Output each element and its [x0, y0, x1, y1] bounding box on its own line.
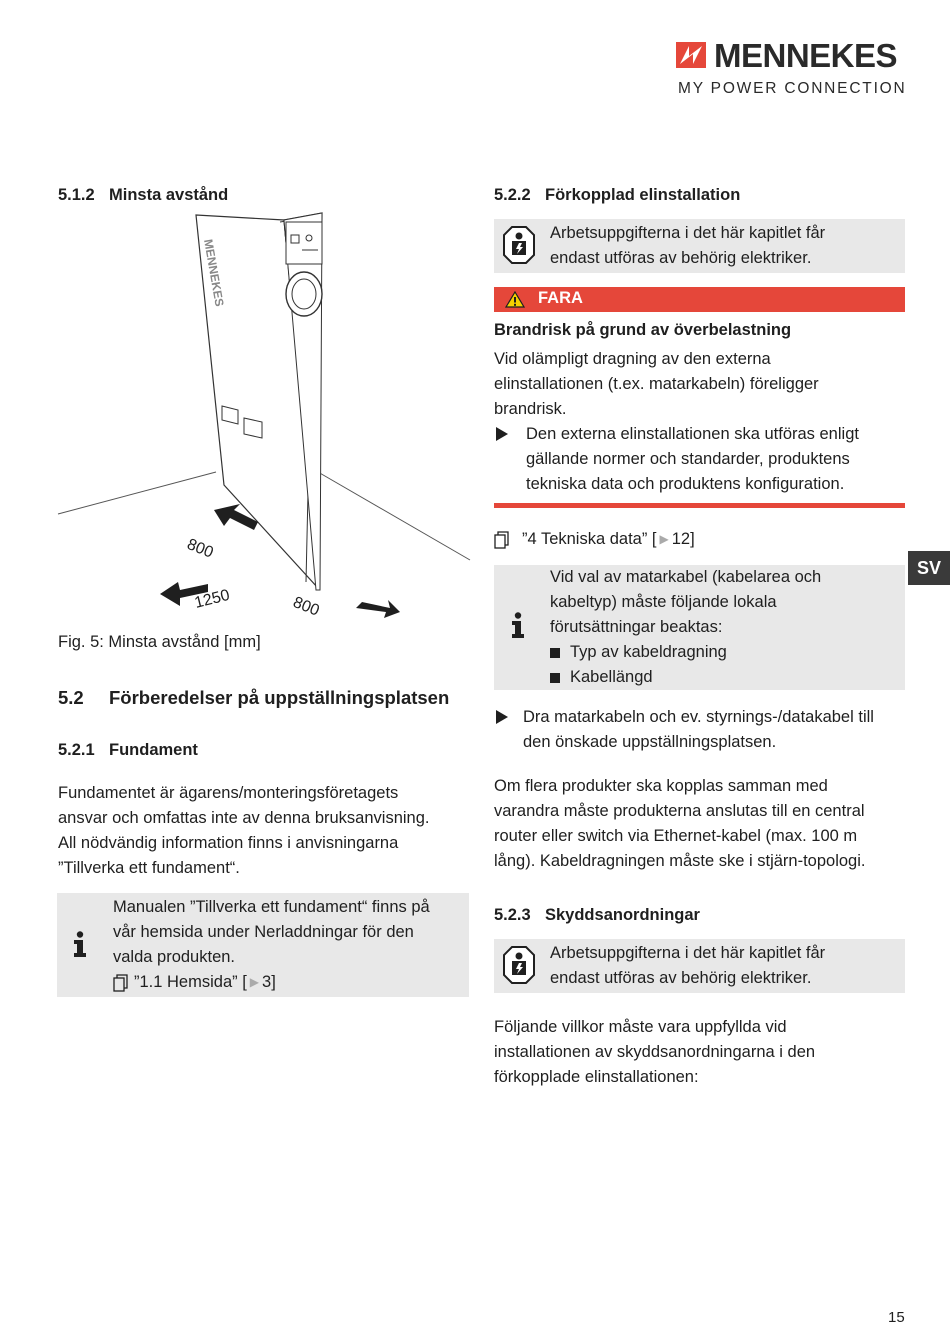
- section-heading-5-2-3: 5.2.3 Skyddsanordningar: [494, 906, 700, 924]
- section-heading-5-2-2: 5.2.2 Förkopplad elinstallation: [494, 186, 741, 204]
- section-heading-5-2-1: 5.2.1 Fundament: [58, 741, 198, 759]
- network-paragraph: Om flera produkter ska kopplas samman med varandra måste produkterna anslutas till en central router eller switch via Ethernet-kabel (max. 100 m lång). Kabeldragningen måste ske i stjärn-topologi.: [494, 777, 866, 870]
- arrow-icon: [356, 600, 400, 618]
- info-icon: [73, 931, 87, 957]
- page-number: 15: [888, 1309, 905, 1326]
- danger-divider: [494, 503, 905, 508]
- document-reference-icon: [494, 531, 510, 549]
- danger-label: FARA: [538, 289, 583, 307]
- electrician-icon: [502, 225, 536, 265]
- electrician-note-box-2: Arbetsuppgifterna i det här kapitlet får endast utföras av behörig elektriker.: [494, 939, 905, 993]
- action-arrow-icon: [496, 710, 508, 724]
- cable-action: Dra matarkabeln och ev. styrnings-/datakabel till den önskade uppställningsplatsen.: [523, 708, 874, 751]
- cross-reference-tekniska-data[interactable]: ”4 Tekniska data” [ ▶ 12]: [494, 527, 695, 552]
- bullet-square-icon: [550, 673, 560, 683]
- brand-logo: [676, 37, 907, 102]
- cross-reference-hemsida[interactable]: ”1.1 Hemsida” [ ▶ 3]: [113, 970, 465, 995]
- section-heading-5-2: 5.2 Förberedelser på uppställningsplatsen: [58, 687, 450, 708]
- bullet-item: Typ av kabeldragning: [550, 640, 900, 665]
- page-ref-arrow-icon: ▶: [659, 532, 669, 546]
- electrician-note-box: Arbetsuppgifterna i det här kapitlet får endast utföras av behörig elektriker.: [494, 219, 905, 273]
- product-brand-label: MENNEKES: [201, 238, 227, 308]
- info-icon: [511, 612, 525, 638]
- protection-paragraph: Följande villkor måste vara uppfyllda vid installationen av skyddsanordningarna i den förkopplade elinstallationen:: [494, 1018, 816, 1086]
- bullet-item: Kabellängd: [550, 665, 900, 690]
- action-arrow-icon: [496, 427, 508, 441]
- bullet-square-icon: [550, 648, 560, 658]
- electrician-icon: [502, 945, 536, 985]
- danger-heading: Brandrisk på grund av överbelastning: [494, 321, 792, 339]
- minimum-distance-figure: [56, 210, 472, 630]
- foundation-paragraph: Fundamentet är ägarens/monteringsföretagets ansvar och omfattas inte av denna bruksanvisning. All nödvändig information finns i anvisningarna ”Tillverka ett fundament“.: [58, 784, 430, 877]
- dim-label-800-right: 800: [290, 593, 322, 620]
- language-tab: SV: [908, 551, 950, 585]
- info-box-foundation: Manualen ”Tillverka ett fundament“ finns på vår hemsida under Nerladdningar för den valda produkten. ”1.1 Hemsida” [ ▶ 3]: [57, 893, 469, 997]
- danger-text: Vid olämpligt dragning av den externa elinstallationen (t.ex. matarkabeln) föreligger brandrisk.: [494, 350, 819, 418]
- dim-label-800-left: 800: [184, 535, 216, 562]
- brand-tagline: MY POWER CONNECTION: [678, 80, 907, 97]
- dim-label-1250: 1250: [192, 586, 232, 612]
- document-reference-icon: [113, 974, 129, 992]
- danger-action: Den externa elinstallationen ska utföras enligt gällande normer och standarder, produktens tekniska data och produktens konfiguration.: [526, 425, 859, 493]
- section-heading-5-1-2: 5.1.2 Minsta avstånd: [58, 186, 229, 204]
- figure-caption: Fig. 5: Minsta avstånd [mm]: [58, 633, 261, 651]
- warning-triangle-icon: [505, 291, 525, 308]
- danger-banner: [494, 287, 905, 312]
- mennekes-logo-icon: [676, 42, 706, 68]
- info-box-cable: Vid val av matarkabel (kabelarea och kabeltyp) måste följande lokala förutsättningar beaktas: Typ av kabeldragning Kabellängd: [494, 565, 905, 690]
- page-ref-arrow-icon: ▶: [249, 975, 260, 989]
- brand-name: MENNEKES: [714, 37, 898, 74]
